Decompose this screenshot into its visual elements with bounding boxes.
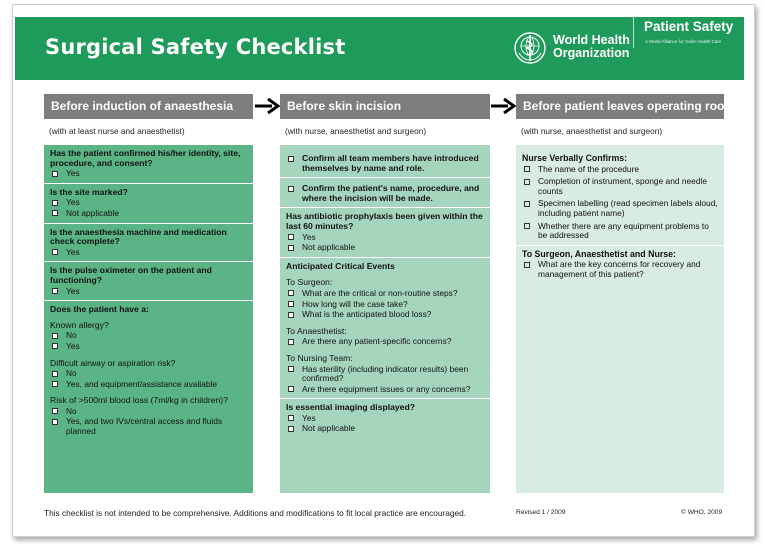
page-title: Surgical Safety Checklist xyxy=(45,35,346,59)
question: Does the patient have a: xyxy=(50,304,149,315)
checkbox-option[interactable]: Are there any patient-specific concerns? xyxy=(288,337,484,347)
checkbox[interactable] xyxy=(52,333,58,339)
checkbox[interactable] xyxy=(288,156,294,162)
section-oximeter xyxy=(44,262,253,301)
phase-subtitle: (with at least nurse and anaesthetist) xyxy=(49,126,185,136)
checkbox-option[interactable]: Yes xyxy=(288,233,484,243)
header-banner xyxy=(15,17,744,80)
checkbox[interactable] xyxy=(52,210,58,216)
program-title: Patient Safety xyxy=(644,19,734,34)
sub-question: To Anaesthetist: xyxy=(286,325,347,336)
checkbox[interactable] xyxy=(288,415,294,421)
checkbox[interactable] xyxy=(288,366,294,372)
arrow-right-icon xyxy=(490,96,516,116)
checkbox-option[interactable]: Yes xyxy=(52,169,247,179)
question: Has the patient confirmed his/her identity, site, procedure, and consent? xyxy=(50,148,241,168)
checkbox-option[interactable]: Specimen labelling (read specimen labels aloud, including patient name) xyxy=(524,199,718,218)
checkbox-option[interactable]: Whether there are any equipment problems to be addressed xyxy=(524,222,718,241)
question: To Surgeon, Anaesthetist and Nurse: xyxy=(522,248,676,259)
question: Is essential imaging displayed? xyxy=(286,402,415,413)
checkbox[interactable] xyxy=(288,312,294,318)
checkbox-option[interactable]: No xyxy=(52,369,247,379)
checkbox-option[interactable]: Yes xyxy=(288,414,484,424)
checkbox[interactable] xyxy=(52,419,58,425)
phase-subtitle: (with nurse, anaesthetist and surgeon) xyxy=(285,126,427,136)
checkbox[interactable] xyxy=(52,381,58,387)
checkbox[interactable] xyxy=(288,186,294,192)
column-time-out xyxy=(280,145,490,493)
phase-subtitle: (with nurse, anaesthetist and surgeon) xyxy=(521,126,663,136)
sub-question: Difficult airway or aspiration risk? xyxy=(50,357,176,368)
phase-header-incision: Before skin incision xyxy=(280,94,490,119)
section-site xyxy=(44,184,253,224)
checkbox-option[interactable]: Yes xyxy=(52,198,247,208)
phase-header-induction: Before induction of anaesthesia xyxy=(44,94,253,119)
who-emblem-icon xyxy=(513,31,547,65)
checkbox-option[interactable]: No xyxy=(52,407,247,417)
question: Is the site marked? xyxy=(50,186,128,197)
checkbox[interactable] xyxy=(52,408,58,414)
checkbox[interactable] xyxy=(288,234,294,240)
sub-question: To Nursing Team: xyxy=(286,352,353,363)
section-identity xyxy=(44,145,253,184)
arrow-right-icon xyxy=(254,96,280,116)
checkbox[interactable] xyxy=(52,343,58,349)
checkbox-option[interactable]: Not applicable xyxy=(52,209,247,219)
footer-note: This checklist is not intended to be comprehensive. Additions and modifications to fit local practice are encouraged. xyxy=(44,508,466,518)
section-anaesthesia xyxy=(44,224,253,263)
checkbox-option[interactable]: Has sterility (including indicator results) been confirmed? xyxy=(288,365,484,384)
checkbox[interactable] xyxy=(288,290,294,296)
who-logo xyxy=(513,31,643,67)
checkbox-option[interactable]: Completion of instrument, sponge and needle counts xyxy=(524,177,718,196)
revision-label: Revised 1 / 2009 xyxy=(516,509,566,516)
logo-divider xyxy=(633,16,634,48)
checkbox-option[interactable]: What are the critical or non-routine steps? xyxy=(288,289,484,299)
phase-header-leave: Before patient leaves operating room xyxy=(516,94,724,119)
checkbox-option[interactable]: What are the key concerns for recovery and management of this patient? xyxy=(524,260,718,279)
question: Has antibiotic prophylaxis been given within the last 60 minutes? xyxy=(286,211,483,231)
checkbox[interactable] xyxy=(524,201,530,207)
column-sign-in xyxy=(44,145,253,493)
section-antibiotic xyxy=(280,208,490,257)
section-team-concerns xyxy=(516,246,724,284)
section-confirm-team xyxy=(280,145,490,178)
checkbox[interactable] xyxy=(288,301,294,307)
question: Is the anaesthesia machine and medication check complete? xyxy=(50,226,227,247)
checkbox[interactable] xyxy=(52,171,58,177)
column-sign-out xyxy=(516,145,724,493)
checkbox-option[interactable]: Yes xyxy=(52,342,247,352)
checkbox[interactable] xyxy=(288,426,294,432)
copyright-label: © WHO, 2009 xyxy=(681,509,723,516)
checkbox[interactable] xyxy=(288,386,294,392)
section-critical-events xyxy=(280,258,490,400)
sub-question: To Surgeon: xyxy=(286,277,333,288)
checkbox-option[interactable]: How long will the case take? xyxy=(288,300,484,310)
checkbox-option[interactable]: The name of the procedure xyxy=(524,165,718,175)
checkbox[interactable] xyxy=(288,339,294,345)
section-confirm-patient xyxy=(280,178,490,208)
checkbox-option[interactable]: What is the anticipated blood loss? xyxy=(288,310,484,320)
checkbox-option[interactable]: No xyxy=(52,331,247,341)
checkbox[interactable] xyxy=(52,371,58,377)
checkbox-option[interactable]: Not applicable xyxy=(288,424,484,434)
checkbox-option[interactable]: Yes xyxy=(52,248,247,258)
question: Is the pulse oximeter on the patient and functioning? xyxy=(50,265,212,285)
program-tagline: A World Alliance for Safer Health Care xyxy=(645,39,722,44)
checkbox[interactable] xyxy=(524,262,530,268)
checkbox-option[interactable]: Confirm all team members have introduced themselves by name and role. xyxy=(288,154,484,173)
section-imaging xyxy=(280,399,490,438)
sub-question: Risk of >500ml blood loss (7ml/kg in children)? xyxy=(50,395,228,406)
checkbox-option[interactable]: Yes, and equipment/assistance available xyxy=(52,380,247,390)
checkbox[interactable] xyxy=(52,200,58,206)
checkbox-option[interactable]: Not applicable xyxy=(288,243,484,253)
checkbox[interactable] xyxy=(52,249,58,255)
checkbox-option[interactable]: Yes xyxy=(52,287,247,297)
checkbox[interactable] xyxy=(524,179,530,185)
question: Nurse Verbally Confirms: xyxy=(522,153,628,163)
who-name: World Health Organization xyxy=(553,33,630,60)
section-nurse-confirms xyxy=(516,145,724,246)
checkbox[interactable] xyxy=(524,166,530,172)
checkbox-option[interactable]: Confirm the patient's name, procedure, and where the incision will be made. xyxy=(288,184,484,203)
checkbox-option[interactable]: Yes, and two IVs/central access and fluids planned xyxy=(52,417,247,436)
sub-question: Known allergy? xyxy=(50,319,109,330)
checkbox[interactable] xyxy=(52,288,58,294)
section-patient-risks xyxy=(44,301,253,441)
checkbox[interactable] xyxy=(288,245,294,251)
question: Anticipated Critical Events xyxy=(286,260,395,271)
checkbox-option[interactable]: Are there equipment issues or any concerns? xyxy=(288,385,484,395)
checkbox[interactable] xyxy=(524,223,530,229)
